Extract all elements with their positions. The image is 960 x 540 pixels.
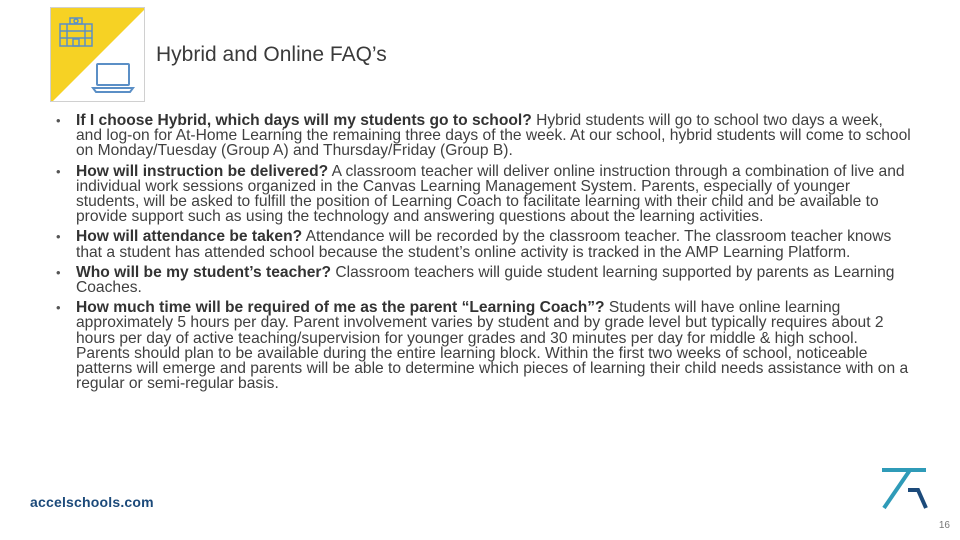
faq-item-teacher: [53, 265, 913, 295]
brand-url: accelschools.com: [30, 494, 154, 510]
faq-answer: Attendance will be recorded by the classroom teacher. The classroom teacher knows that a student has attended school because the student’s online activity is tracked in the AMP Learning Platform.: [76, 228, 892, 261]
bullet-icon: •: [56, 229, 61, 245]
faq-question: How much time will be required of me as the parent “Learning Coach”?: [76, 299, 605, 317]
bullet-icon: •: [56, 113, 61, 128]
faq-list: [53, 113, 913, 396]
faq-answer: Classroom teachers will guide student learning supported by parents as Learning Coaches.: [76, 263, 895, 297]
slide-title: Hybrid and Online FAQ’s: [156, 43, 387, 66]
faq-answer: Students will have online learning approximately 5 hours per day. Parent involvement varies by student and by grade level but typically requires about 2 hours per day of active teaching/supervision for younger grades and 30 minutes per day for middle & high school. Parents should plan to be available during the entire learning block. Within the first two weeks of school, noticeable patterns will emerge and parents will be able to determine which pieces of learning their child needs assistance with on a regular or semi-regular basis.: [76, 299, 909, 393]
faq-answer: Hybrid students will go to school two days a week, and log-on for At-Home Learning the remaining three days of the week. At our school, hybrid students will come to school on Monday/Tuesday (Group A) and Thursday/Friday (Group B).: [76, 112, 911, 160]
accel-logo-icon: [880, 466, 932, 512]
bullet-icon: •: [56, 264, 61, 280]
faq-item-hybrid-days: [53, 113, 913, 159]
school-laptop-icon: [51, 8, 145, 102]
faq-answer: A classroom teacher will deliver online instruction through a combination of live and individual work sessions organized in the Canvas Learning Management System. Parents, especially of younger students, will be asked to fulfill the position of Learning Coach to facilitate learning with their child and be available to provide support such as using the technology and answering questions about the learning activities.: [76, 162, 905, 226]
bullet-icon: •: [56, 163, 61, 179]
bullet-icon: •: [56, 300, 61, 316]
page-number: 16: [938, 520, 950, 531]
faq-item-instruction: [53, 164, 913, 225]
faq-item-time-required: [53, 300, 913, 391]
faq-question: How will instruction be delivered?: [76, 162, 329, 180]
faq-question: If I choose Hybrid, which days will my students go to school?: [76, 112, 532, 129]
faq-question: Who will be my student’s teacher?: [76, 263, 332, 281]
faq-item-attendance: [53, 229, 913, 259]
hybrid-online-logo: [50, 7, 145, 102]
faq-question: How will attendance be taken?: [76, 228, 303, 246]
